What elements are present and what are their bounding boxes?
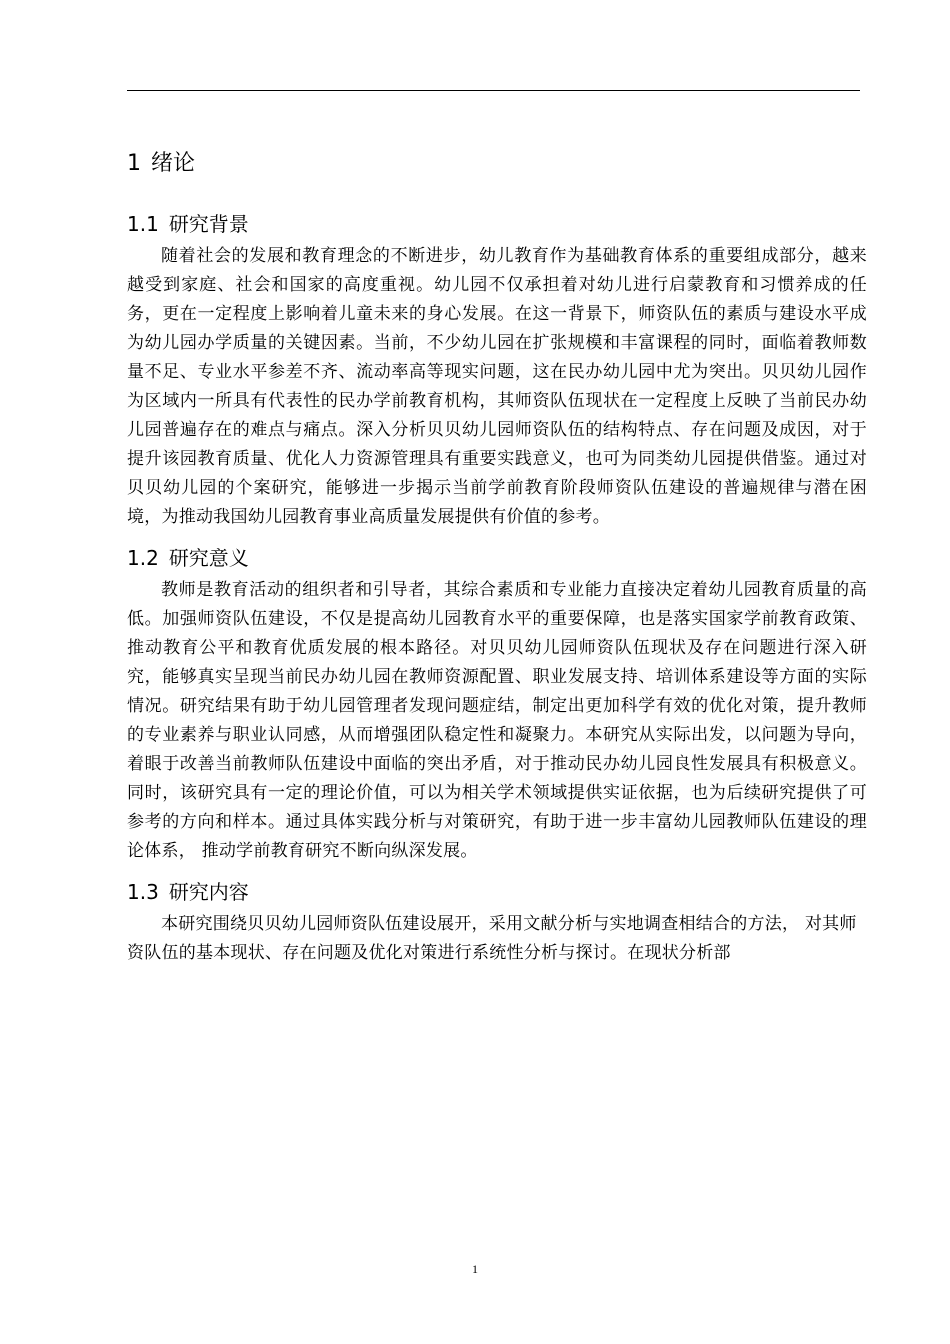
page-body — [127, 144, 867, 977]
chapter-title — [127, 144, 867, 184]
paragraph-research-background: 随着社会的发展和教育理念的不断进步，幼儿教育作为基础教育体系的重要组成部分，越来越受到家庭、社会和国家的高度重视。幼儿园不仅承担着对幼儿进行启蒙教育和习惯养成的任务，更在一定程度上影响着儿童未来的身心发展。在这一背景下，师资队伍的素质与建设水平成为幼儿园办学质量的关键因素。当前，不少幼儿园在扩张规模和丰富课程的同时，面临着教师数量不足、专业水平参差不齐、流动率高等现实问题，这在民办幼儿园中尤为突出。贝贝幼儿园作为区域内一所具有代表性的民办学前教育机构，其师资队伍现状在一定程度上反映了当前民办幼儿园普遍存在的难点与痛点。深入分析贝贝幼儿园师资队伍的结构特点、存在问题及成因，对于提升该园教育质量、优化人力资源管理具有重要实践意义，也可为同类幼儿园提供借鉴。通过对贝贝幼儿园的个案研究，能够进一步揭示当前学前教育阶段师资队伍建设的普遍规律与潜在困境，为推动我国幼儿园教育事业高质量发展提供有价值的参考。 — [127, 246, 867, 527]
section-number: 1.1 — [127, 212, 159, 236]
section-heading-1-2 — [127, 541, 867, 575]
section-heading-1-1 — [127, 207, 867, 241]
paragraph-research-significance: 教师是教育活动的组织者和引导者，其综合素质和专业能力直接决定着幼儿园教育质量的高低。加强师资队伍建设，不仅是提高幼儿园教育水平的重要保障，也是落实国家学前教育政策、推动教育公平和教育优质发展的根本路径。对贝贝幼儿园师资队伍现状及存在问题进行深入研究，能够真实呈现当前民办幼儿园在教师资源配置、职业发展支持、培训体系建设等方面的实际情况。研究结果有助于幼儿园管理者发现问题症结，制定出更加科学有效的优化对策，提升教师的专业素养与职业认同感，从而增强团队稳定性和凝聚力。本研究从实际出发，以问题为导向，着眼于改善当前教师队伍建设中面临的突出矛盾，对于推动民办幼儿园良性发展具有积极意义。同时，该研究具有一定的理论价值，可以为相关学术领域提供实证依据，也为后续研究提供了可参考的方向和样本。通过具体实践分析与对策研究，有助于进一步丰富幼儿园教师队伍建设的理论体系， 推动学前教育研究不断向纵深发展。 — [127, 580, 867, 861]
section-number: 1.3 — [127, 880, 159, 904]
section-title-text: 研究背景 — [168, 212, 249, 236]
chapter-number: 1 — [127, 151, 141, 176]
page-number: 1 — [472, 1262, 478, 1276]
section-heading-1-3 — [127, 875, 867, 909]
section-number: 1.2 — [127, 546, 159, 570]
paragraph-research-content: 本研究围绕贝贝幼儿园师资队伍建设展开，采用文献分析与实地调查相结合的方法， 对其师资队伍的基本现状、存在问题及优化对策进行系统性分析与探讨。在现状分析部 — [127, 914, 857, 963]
section-title-text: 研究内容 — [168, 880, 249, 904]
chapter-title-text: 绪论 — [151, 151, 196, 176]
header-rule — [127, 90, 860, 91]
section-title-text: 研究意义 — [168, 546, 249, 570]
